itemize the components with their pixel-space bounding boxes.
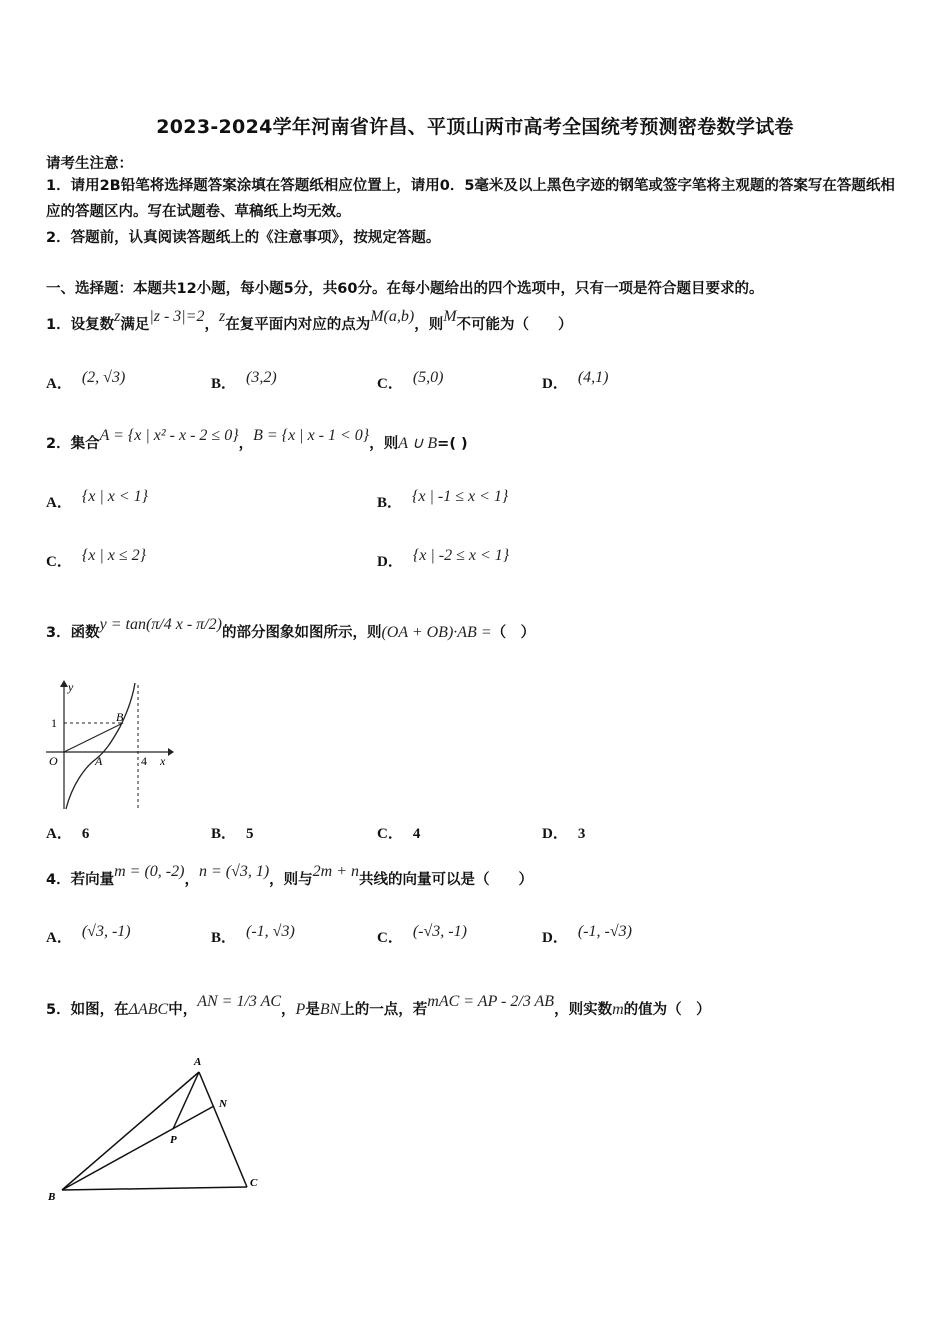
notice-item-2: 2．答题前，认真阅读答题纸上的《注意事项》，按规定答题。: [46, 230, 441, 246]
x-axis-arrow: [168, 748, 174, 756]
point-p-label: P: [170, 1134, 177, 1146]
q2-option-b: B． {x | -1 ≤ x < 1}: [377, 488, 509, 511]
y-label: y: [68, 680, 74, 694]
notice-heading: 请考生注意：: [46, 156, 133, 172]
y-axis-arrow: [60, 680, 68, 687]
q4-option-a: A． (√3, -1): [46, 923, 131, 946]
point-b-label: B: [116, 710, 124, 724]
tick-x-label: 4: [141, 754, 147, 768]
q4-option-b: B． (-1, √3): [211, 923, 295, 946]
q1-option-a: A． (2, √3): [46, 369, 126, 392]
question-2: 2．集合A = {x | x² - x - 2 ≤ 0}，B = {x | x - 1 < 0}，则A ∪ B=( ): [46, 427, 468, 452]
q4-option-c: C． (-√3, -1): [377, 923, 467, 946]
q4-option-d: D． (-1, -√3): [542, 923, 632, 946]
question-3: 3．函数y = tan(π/4 x - π/2)的部分图象如图所示，则(OA + OB)·AB =（ ）: [46, 616, 536, 641]
question-number: 1．: [46, 317, 71, 333]
question-number: 5．: [46, 1002, 71, 1018]
side-ac: [199, 1072, 247, 1187]
question-1: 1．设复数z满足|z - 3|=2，z在复平面内对应的点为M(a,b)，则M不可能为（ ）: [46, 308, 573, 333]
side-ab: [62, 1072, 199, 1190]
x-label: x: [160, 754, 166, 768]
q2-option-a: A． {x | x < 1}: [46, 488, 149, 511]
question-5: 5．如图，在ΔABC中，AN = 1/3 AC，P是BN上的一点，若mAC = AP - 2/3 AB，则实数m的值为（ ）: [46, 993, 711, 1018]
question-number: 4．: [46, 872, 71, 888]
notice-item-1: 1．请用2B铅笔将选择题答案涂填在答题纸相应位置上，请用0．5毫米及以上黑色字迹的钢笔或签字笔将主观题的答案写在答题纸相应的答题区内。写在试题卷、草稿纸上均无效。: [46, 178, 895, 220]
q2-option-c: C． {x | x ≤ 2}: [46, 547, 147, 570]
q2-option-d: D． {x | -2 ≤ x < 1}: [377, 547, 510, 570]
tan-graph: [40, 675, 180, 815]
origin-label: O: [49, 754, 58, 768]
point-a-label: A: [95, 754, 103, 768]
segment-ap: [173, 1072, 199, 1129]
question-number: 2．: [46, 436, 71, 452]
q3-option-c: C． 4: [377, 826, 421, 842]
tick-y-label: 1: [51, 716, 57, 730]
vertex-c-label: C: [250, 1177, 258, 1189]
q3-option-b: B． 5: [211, 826, 254, 842]
section-heading: 一、选择题：本题共12小题，每小题5分，共60分。在每小题给出的四个选项中，只有一项是符合题目要求的。: [46, 281, 764, 297]
q1-option-d: D． (4,1): [542, 369, 609, 392]
q1-option-b: B． (3,2): [211, 369, 277, 392]
question-4: 4．若向量m = (0, -2)，n = (√3, 1)，则与2m + n共线的向量可以是（ ）: [46, 863, 534, 888]
vertex-a-label: A: [194, 1056, 202, 1068]
question-number: 3．: [46, 625, 71, 641]
q3-option-a: A． 6: [46, 826, 90, 842]
point-n-label: N: [219, 1098, 227, 1110]
side-bc: [62, 1187, 247, 1190]
q3-option-d: D． 3: [542, 826, 586, 842]
q1-option-c: C． (5,0): [377, 369, 444, 392]
triangle-figure: [40, 1050, 270, 1210]
exam-title: 2023-2024学年河南省许昌、平顶山两市高考全国统考预测密卷数学试卷: [156, 116, 794, 138]
vertex-b-label: B: [48, 1191, 56, 1203]
segment-bn: [62, 1106, 214, 1190]
